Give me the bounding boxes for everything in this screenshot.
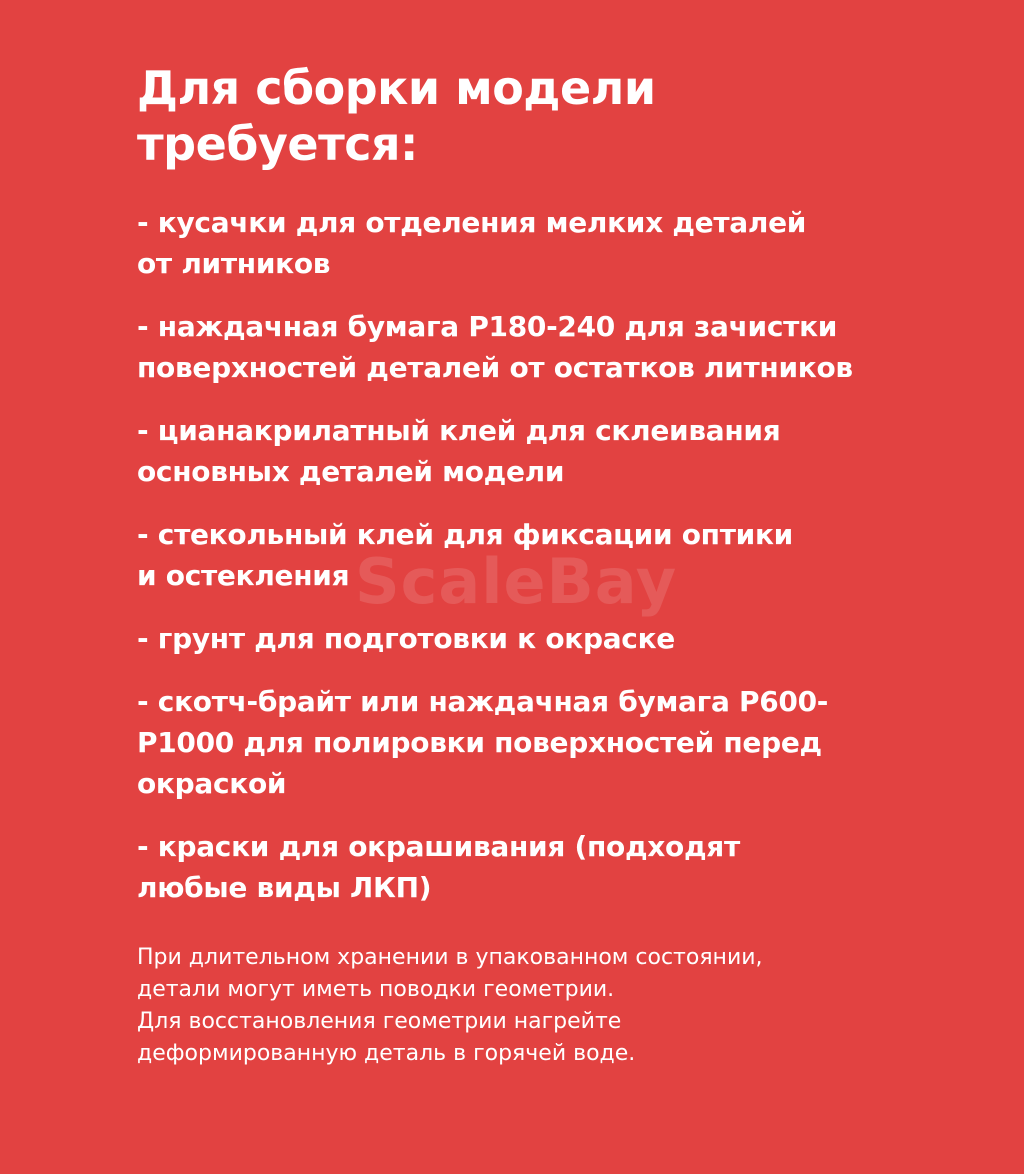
storage-note	[137, 942, 937, 1070]
list-item	[137, 202, 937, 284]
list-item-line: - кусачки для отделения мелких деталей	[137, 206, 807, 239]
watermark-logo: ScaleBay	[355, 545, 678, 618]
note-line: деформированную деталь в горячей воде.	[137, 1041, 636, 1066]
list-item-line: - цианакрилатный клей для склеивания	[137, 414, 781, 447]
title-line: требуется:	[137, 117, 418, 171]
note-line: детали могут иметь поводки геометрии.	[137, 977, 615, 1002]
list-item-line: и остекления	[137, 559, 350, 592]
list-item-line: - скотч-брайт или наждачная бумага Р600-	[137, 685, 829, 718]
list-item	[137, 618, 937, 659]
title-line: Для сборки модели	[137, 61, 656, 115]
list-item	[137, 826, 937, 908]
list-item-line: любые виды ЛКП)	[137, 871, 432, 904]
list-item-line: окраской	[137, 767, 287, 800]
instructions-panel	[137, 60, 937, 1070]
list-item-line: основных деталей модели	[137, 455, 565, 488]
page-title	[137, 60, 937, 172]
list-item-line: - грунт для подготовки к окраске	[137, 622, 675, 655]
list-item-line: поверхностей деталей от остатков литников	[137, 351, 853, 384]
list-item	[137, 514, 937, 596]
note-line: При длительном хранении в упакованном состоянии,	[137, 945, 763, 970]
list-item-line: - наждачная бумага Р180-240 для зачистки	[137, 310, 838, 343]
list-item	[137, 681, 937, 804]
list-item-line: от литников	[137, 247, 331, 280]
list-item	[137, 410, 937, 492]
list-item-line: - стекольный клей для фиксации оптики	[137, 518, 793, 551]
list-item-line: - краски для окрашивания (подходят	[137, 830, 740, 863]
list-item	[137, 306, 937, 388]
list-item-line: Р1000 для полировки поверхностей перед	[137, 726, 822, 759]
note-line: Для восстановления геометрии нагрейте	[137, 1009, 622, 1034]
requirements-list	[137, 202, 937, 908]
